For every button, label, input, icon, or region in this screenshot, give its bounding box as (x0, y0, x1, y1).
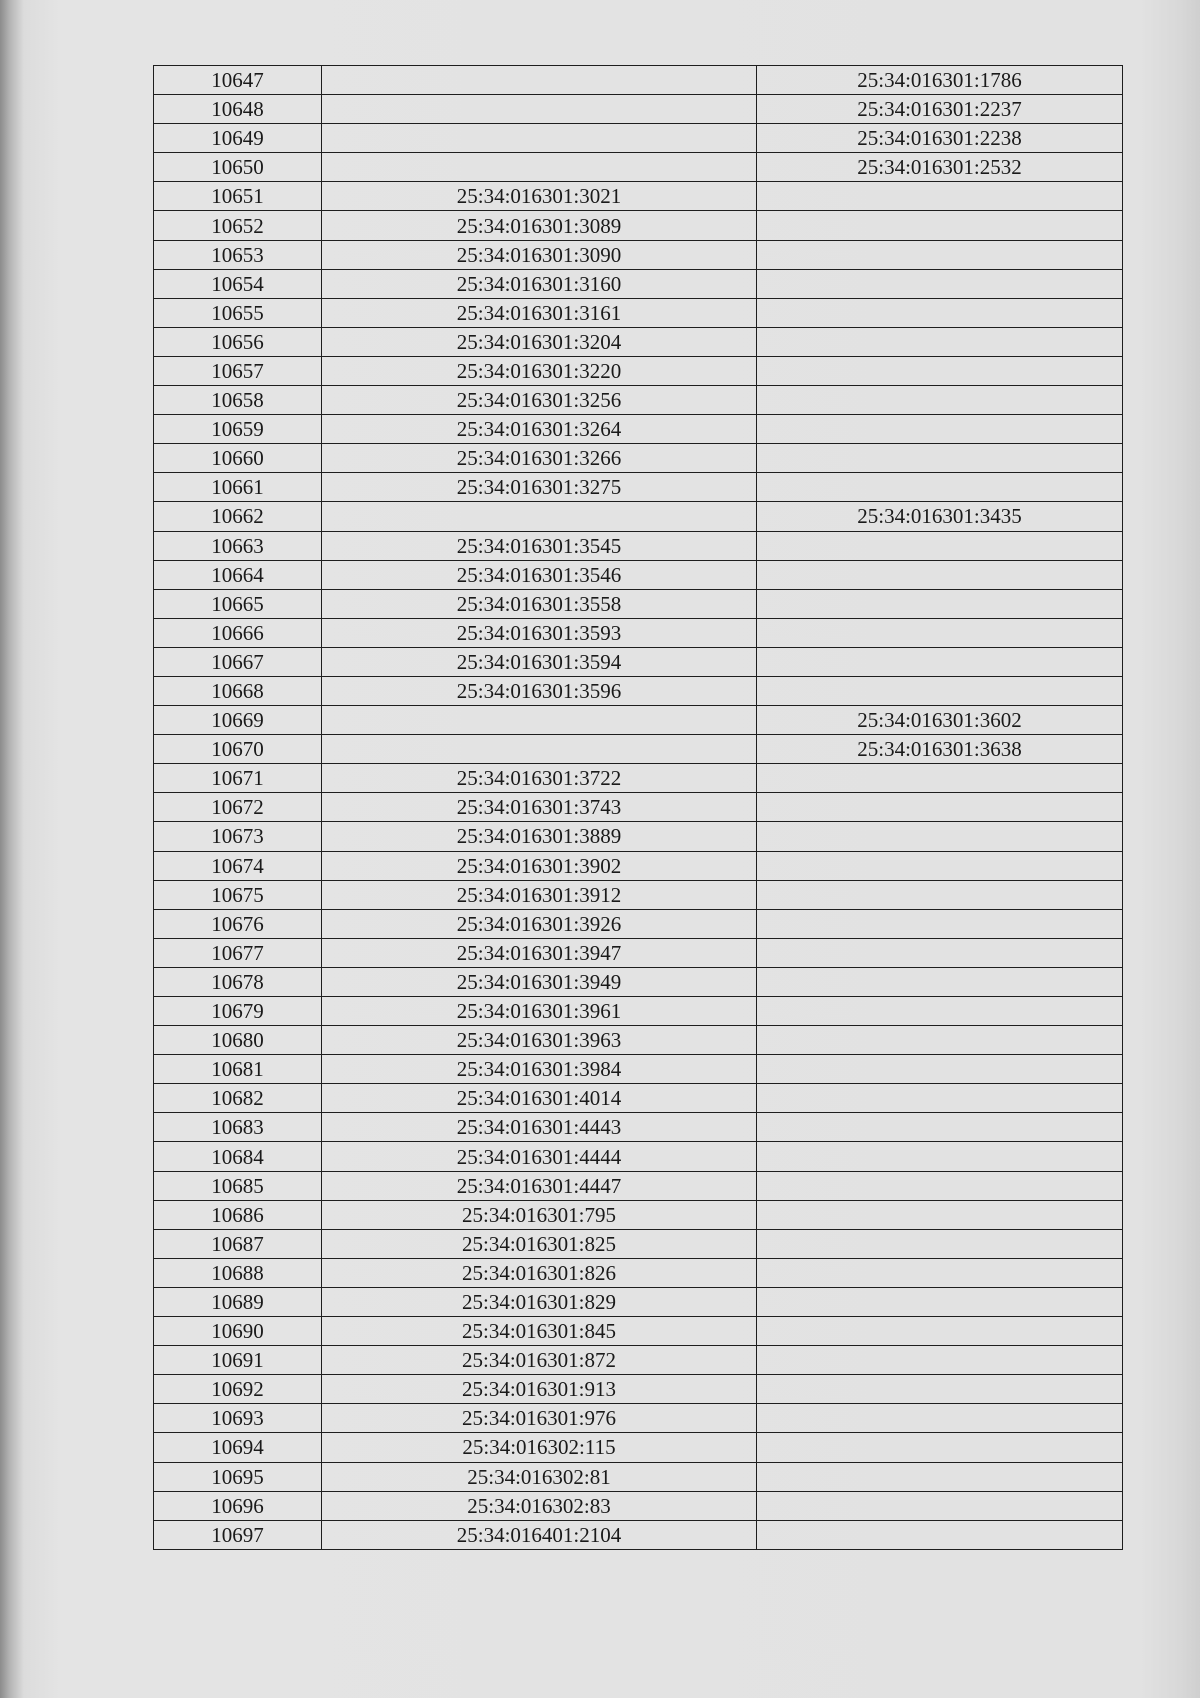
table-row (154, 1055, 1123, 1084)
row-number-cell: 10673 (154, 822, 322, 851)
row-number-cell: 10657 (154, 356, 322, 385)
row-number-cell: 10669 (154, 706, 322, 735)
cadastral-number-cell-a: 25:34:016301:3275 (322, 473, 757, 502)
table-row (154, 822, 1123, 851)
row-number-cell: 10694 (154, 1433, 322, 1462)
table-row (154, 560, 1123, 589)
row-number-cell: 10688 (154, 1258, 322, 1287)
cadastral-number-cell-b (757, 1229, 1123, 1258)
cadastral-number-cell-a: 25:34:016301:3594 (322, 647, 757, 676)
row-number-cell: 10655 (154, 298, 322, 327)
cadastral-number-cell-b (757, 386, 1123, 415)
table-row (154, 444, 1123, 473)
cadastral-number-cell-a: 25:34:016301:3949 (322, 967, 757, 996)
row-number-cell: 10692 (154, 1375, 322, 1404)
cadastral-number-cell-b (757, 415, 1123, 444)
cadastral-number-cell-b (757, 967, 1123, 996)
cadastral-number-cell-b (757, 997, 1123, 1026)
row-number-cell: 10682 (154, 1084, 322, 1113)
table-row (154, 1142, 1123, 1171)
row-number-cell: 10658 (154, 386, 322, 415)
table-row (154, 1084, 1123, 1113)
cadastral-number-cell-a: 25:34:016301:3947 (322, 938, 757, 967)
row-number-cell: 10690 (154, 1317, 322, 1346)
table-row (154, 997, 1123, 1026)
row-number-cell: 10671 (154, 764, 322, 793)
cadastral-number-cell-a (322, 95, 757, 124)
table-row (154, 967, 1123, 996)
cadastral-number-cell-b (757, 851, 1123, 880)
cadastral-number-cell-b (757, 938, 1123, 967)
cadastral-number-cell-a (322, 706, 757, 735)
cadastral-number-cell-a: 25:34:016301:826 (322, 1258, 757, 1287)
table-row (154, 1113, 1123, 1142)
table-row (154, 124, 1123, 153)
cadastral-number-cell-a: 25:34:016301:3545 (322, 531, 757, 560)
cadastral-number-cell-a: 25:34:016301:3089 (322, 211, 757, 240)
table-row (154, 327, 1123, 356)
cadastral-number-cell-b: 25:34:016301:3638 (757, 735, 1123, 764)
table-row (154, 1171, 1123, 1200)
cadastral-number-cell-b: 25:34:016301:2532 (757, 153, 1123, 182)
cadastral-number-cell-b (757, 327, 1123, 356)
cadastral-number-cell-a: 25:34:016301:3090 (322, 240, 757, 269)
cadastral-number-cell-b (757, 1200, 1123, 1229)
cadastral-number-cell-b (757, 1404, 1123, 1433)
row-number-cell: 10693 (154, 1404, 322, 1433)
cadastral-number-cell-a (322, 124, 757, 153)
table-row (154, 880, 1123, 909)
table-row (154, 1375, 1123, 1404)
cadastral-number-cell-a: 25:34:016301:4447 (322, 1171, 757, 1200)
table-row (154, 647, 1123, 676)
table-row (154, 1462, 1123, 1491)
row-number-cell: 10678 (154, 967, 322, 996)
table-row (154, 240, 1123, 269)
cadastral-number-cell-a: 25:34:016301:4014 (322, 1084, 757, 1113)
cadastral-number-cell-b (757, 1084, 1123, 1113)
row-number-cell: 10647 (154, 66, 322, 95)
cadastral-number-cell-a: 25:34:016401:2104 (322, 1520, 757, 1549)
cadastral-number-cell-b: 25:34:016301:1786 (757, 66, 1123, 95)
row-number-cell: 10697 (154, 1520, 322, 1549)
cadastral-number-cell-a: 25:34:016301:3160 (322, 269, 757, 298)
table-row (154, 298, 1123, 327)
table-row (154, 415, 1123, 444)
cadastral-number-cell-b (757, 560, 1123, 589)
cadastral-number-cell-a: 25:34:016301:829 (322, 1287, 757, 1316)
table-row (154, 356, 1123, 385)
table-row (154, 269, 1123, 298)
cadastral-number-cell-b (757, 1258, 1123, 1287)
cadastral-number-cell-b: 25:34:016301:2238 (757, 124, 1123, 153)
row-number-cell: 10649 (154, 124, 322, 153)
table-row (154, 473, 1123, 502)
row-number-cell: 10650 (154, 153, 322, 182)
row-number-cell: 10670 (154, 735, 322, 764)
row-number-cell: 10689 (154, 1287, 322, 1316)
cadastral-number-cell-b (757, 880, 1123, 909)
cadastral-number-cell-a (322, 735, 757, 764)
cadastral-number-cell-a: 25:34:016301:795 (322, 1200, 757, 1229)
cadastral-number-cell-b (757, 473, 1123, 502)
cadastral-number-cell-a: 25:34:016301:3264 (322, 415, 757, 444)
table-row (154, 502, 1123, 531)
cadastral-number-cell-a: 25:34:016301:3984 (322, 1055, 757, 1084)
cadastral-number-cell-a: 25:34:016302:81 (322, 1462, 757, 1491)
cadastral-number-cell-b (757, 1462, 1123, 1491)
cadastral-number-cell-b (757, 589, 1123, 618)
cadastral-number-cell-b: 25:34:016301:2237 (757, 95, 1123, 124)
table-row (154, 1317, 1123, 1346)
row-number-cell: 10667 (154, 647, 322, 676)
cadastral-number-cell-a: 25:34:016301:3596 (322, 676, 757, 705)
cadastral-number-cell-a: 25:34:016301:913 (322, 1375, 757, 1404)
cadastral-number-cell-b (757, 444, 1123, 473)
cadastral-number-cell-b (757, 618, 1123, 647)
cadastral-number-cell-a: 25:34:016301:3021 (322, 182, 757, 211)
table-row (154, 1520, 1123, 1549)
cadastral-number-cell-a: 25:34:016301:3961 (322, 997, 757, 1026)
cadastral-number-cell-a: 25:34:016301:845 (322, 1317, 757, 1346)
row-number-cell: 10686 (154, 1200, 322, 1229)
cadastral-number-cell-a: 25:34:016301:3902 (322, 851, 757, 880)
row-number-cell: 10676 (154, 909, 322, 938)
table-row (154, 793, 1123, 822)
cadastral-number-cell-b (757, 240, 1123, 269)
cadastral-number-cell-b: 25:34:016301:3435 (757, 502, 1123, 531)
table-row (154, 182, 1123, 211)
cadastral-number-cell-b (757, 1055, 1123, 1084)
table-row (154, 676, 1123, 705)
cadastral-number-cell-b (757, 1142, 1123, 1171)
table-row (154, 764, 1123, 793)
row-number-cell: 10680 (154, 1026, 322, 1055)
cadastral-number-cell-b (757, 1026, 1123, 1055)
table-row (154, 531, 1123, 560)
table-row (154, 706, 1123, 735)
row-number-cell: 10663 (154, 531, 322, 560)
cadastral-number-cell-a (322, 66, 757, 95)
cadastral-number-cell-a: 25:34:016301:3963 (322, 1026, 757, 1055)
row-number-cell: 10696 (154, 1491, 322, 1520)
row-number-cell: 10654 (154, 269, 322, 298)
row-number-cell: 10648 (154, 95, 322, 124)
row-number-cell: 10651 (154, 182, 322, 211)
row-number-cell: 10679 (154, 997, 322, 1026)
cadastral-number-table (153, 65, 1123, 1550)
cadastral-number-cell-a: 25:34:016301:3912 (322, 880, 757, 909)
table-row (154, 938, 1123, 967)
cadastral-number-cell-b (757, 1433, 1123, 1462)
cadastral-number-cell-a: 25:34:016301:3204 (322, 327, 757, 356)
cadastral-number-cell-a: 25:34:016301:3161 (322, 298, 757, 327)
cadastral-number-cell-b (757, 793, 1123, 822)
cadastral-number-cell-b (757, 182, 1123, 211)
table-row (154, 211, 1123, 240)
row-number-cell: 10684 (154, 1142, 322, 1171)
cadastral-number-cell-a: 25:34:016301:4443 (322, 1113, 757, 1142)
cadastral-number-cell-a: 25:34:016301:3220 (322, 356, 757, 385)
row-number-cell: 10675 (154, 880, 322, 909)
cadastral-number-cell-a (322, 153, 757, 182)
table-row (154, 1346, 1123, 1375)
cadastral-number-cell-a: 25:34:016301:3889 (322, 822, 757, 851)
table-row (154, 153, 1123, 182)
row-number-cell: 10662 (154, 502, 322, 531)
table-row (154, 1491, 1123, 1520)
cadastral-number-cell-a: 25:34:016301:3546 (322, 560, 757, 589)
cadastral-number-cell-b (757, 1113, 1123, 1142)
table-row (154, 1404, 1123, 1433)
table-row (154, 909, 1123, 938)
table-row (154, 851, 1123, 880)
cadastral-number-cell-b (757, 1317, 1123, 1346)
cadastral-number-cell-a (322, 502, 757, 531)
cadastral-number-cell-b (757, 676, 1123, 705)
cadastral-number-cell-a: 25:34:016301:3256 (322, 386, 757, 415)
row-number-cell: 10668 (154, 676, 322, 705)
cadastral-number-cell-b (757, 647, 1123, 676)
row-number-cell: 10664 (154, 560, 322, 589)
table-row (154, 66, 1123, 95)
cadastral-number-cell-a: 25:34:016301:4444 (322, 1142, 757, 1171)
table-row (154, 1287, 1123, 1316)
cadastral-number-cell-a: 25:34:016301:3926 (322, 909, 757, 938)
row-number-cell: 10695 (154, 1462, 322, 1491)
cadastral-number-cell-a: 25:34:016301:872 (322, 1346, 757, 1375)
row-number-cell: 10656 (154, 327, 322, 356)
row-number-cell: 10660 (154, 444, 322, 473)
cadastral-number-cell-b (757, 1287, 1123, 1316)
row-number-cell: 10652 (154, 211, 322, 240)
table-row (154, 95, 1123, 124)
cadastral-number-cell-a: 25:34:016301:3722 (322, 764, 757, 793)
row-number-cell: 10683 (154, 1113, 322, 1142)
row-number-cell: 10691 (154, 1346, 322, 1375)
row-number-cell: 10661 (154, 473, 322, 502)
table-row (154, 386, 1123, 415)
cadastral-number-cell-b (757, 1491, 1123, 1520)
table-row (154, 1433, 1123, 1462)
table-body (154, 66, 1123, 1550)
row-number-cell: 10674 (154, 851, 322, 880)
row-number-cell: 10659 (154, 415, 322, 444)
cadastral-number-cell-a: 25:34:016301:3558 (322, 589, 757, 618)
cadastral-number-cell-b (757, 1171, 1123, 1200)
row-number-cell: 10681 (154, 1055, 322, 1084)
cadastral-number-cell-b: 25:34:016301:3602 (757, 706, 1123, 735)
cadastral-number-cell-b (757, 764, 1123, 793)
cadastral-number-cell-b (757, 822, 1123, 851)
row-number-cell: 10666 (154, 618, 322, 647)
cadastral-number-cell-b (757, 269, 1123, 298)
cadastral-number-cell-a: 25:34:016301:3593 (322, 618, 757, 647)
cadastral-number-cell-a: 25:34:016302:115 (322, 1433, 757, 1462)
table-row (154, 1026, 1123, 1055)
row-number-cell: 10685 (154, 1171, 322, 1200)
table-row (154, 589, 1123, 618)
cadastral-number-cell-a: 25:34:016301:825 (322, 1229, 757, 1258)
cadastral-number-cell-b (757, 531, 1123, 560)
cadastral-number-cell-b (757, 1375, 1123, 1404)
cadastral-number-cell-b (757, 1520, 1123, 1549)
row-number-cell: 10677 (154, 938, 322, 967)
row-number-cell: 10672 (154, 793, 322, 822)
table-row (154, 618, 1123, 647)
row-number-cell: 10687 (154, 1229, 322, 1258)
table-row (154, 735, 1123, 764)
cadastral-number-cell-a: 25:34:016301:976 (322, 1404, 757, 1433)
cadastral-number-cell-b (757, 298, 1123, 327)
cadastral-number-cell-b (757, 211, 1123, 240)
table-row (154, 1200, 1123, 1229)
cadastral-number-cell-b (757, 356, 1123, 385)
table-row (154, 1258, 1123, 1287)
cadastral-number-cell-a: 25:34:016302:83 (322, 1491, 757, 1520)
cadastral-number-cell-b (757, 1346, 1123, 1375)
cadastral-number-cell-a: 25:34:016301:3266 (322, 444, 757, 473)
row-number-cell: 10665 (154, 589, 322, 618)
cadastral-number-cell-a: 25:34:016301:3743 (322, 793, 757, 822)
cadastral-number-cell-b (757, 909, 1123, 938)
table-row (154, 1229, 1123, 1258)
row-number-cell: 10653 (154, 240, 322, 269)
